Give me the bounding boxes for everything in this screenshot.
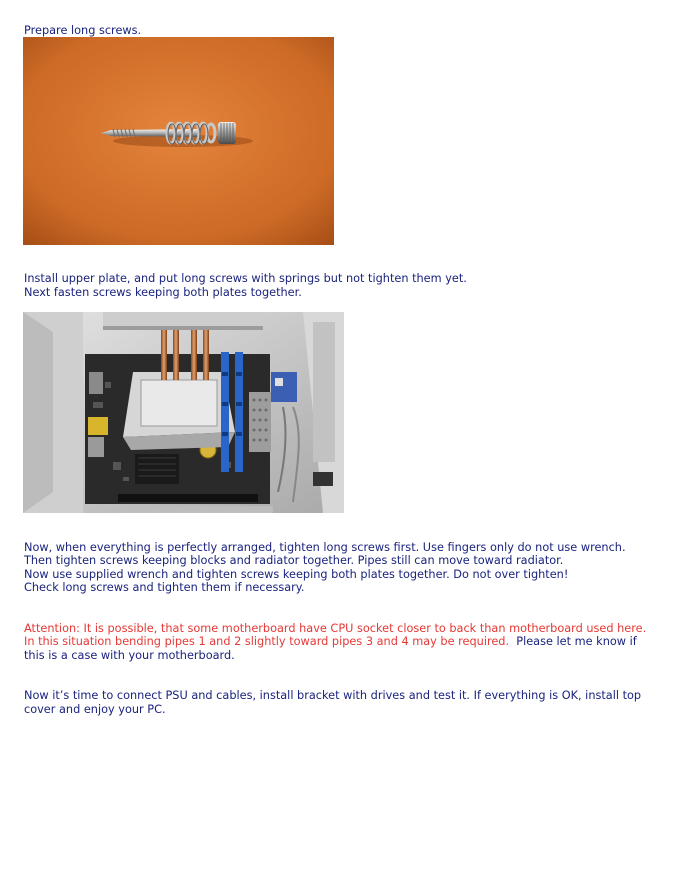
step1-text: Prepare long screws. <box>24 24 142 37</box>
attention-line3: this is a case with your motherboard. <box>24 649 235 662</box>
final-line2: cover and enjoy your PC. <box>24 703 166 716</box>
attention-line2-warning: In this situation bending pipes 1 and 2 slightly toward pipes 3 and 4 may be required. <box>24 635 510 648</box>
motherboard-installed-photo <box>23 312 344 513</box>
step3-line3: Now use supplied wrench and tighten screws keeping both plates together. Do not over tighten! <box>24 568 569 581</box>
step2-line1: Install upper plate, and put long screws with springs but not tighten them yet. <box>24 272 467 285</box>
step2-line2: Next fasten screws keeping both plates together. <box>24 286 302 299</box>
step3-line1: Now, when everything is perfectly arranged, tighten long screws first. Use fingers only do not use wrench. <box>24 541 626 554</box>
step3-line2: Then tighten screws keeping blocks and radiator together. Pipes still can move toward radiator. <box>24 554 564 567</box>
attention-line1: Attention: It is possible, that some motherboard have CPU socket closer to back than motherboard used here. <box>24 622 647 635</box>
long-screw-image <box>23 37 334 245</box>
final-line1: Now it’s time to connect PSU and cables, install bracket with drives and test it. If everything is OK, install top <box>24 689 642 702</box>
attention-line2-request: Please let me know if <box>509 635 637 648</box>
attention-line2 <box>24 635 637 649</box>
step3-line4: Check long screws and tighten them if necessary. <box>24 581 305 594</box>
motherboard-image <box>23 312 344 513</box>
long-screw-photo <box>23 37 334 245</box>
